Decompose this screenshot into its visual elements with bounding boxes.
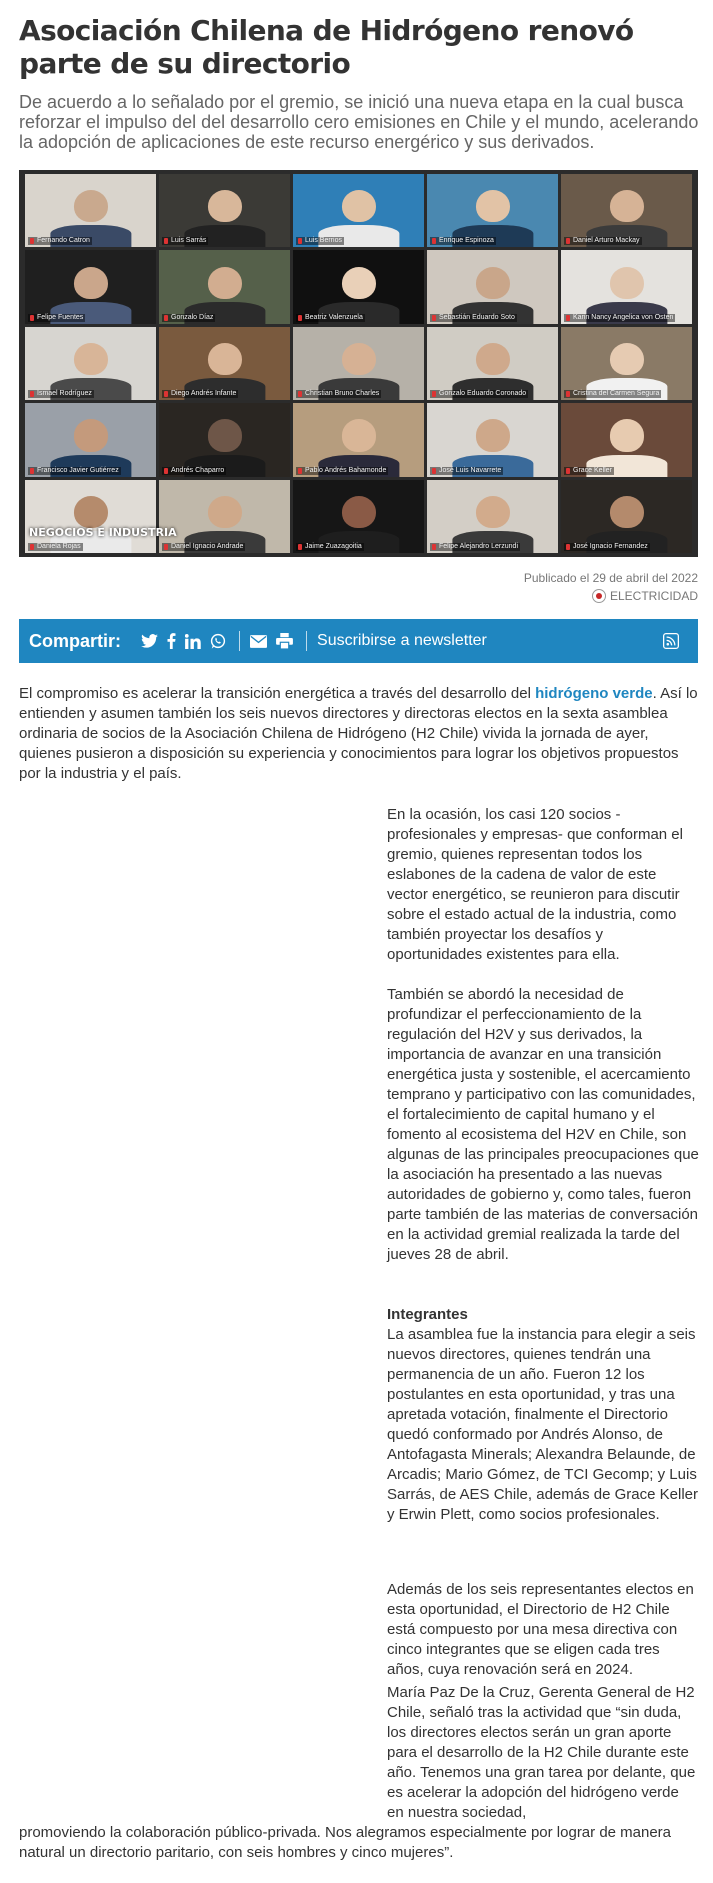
newsletter-link[interactable]: Suscribirse a newsletter <box>317 632 487 649</box>
article-lead: De acuerdo a lo señalado por el gremio, se inició una nueva etapa en la cual busca reforzar el impulso del del desarrollo cero emisiones en Chile y el mundo, acelerando la adopción de aplicaciones de este recurso energérico y sus derivados. <box>19 92 699 152</box>
participant-face <box>341 419 375 451</box>
participant-tile <box>427 174 558 247</box>
participant-name: Luis Berrios <box>296 237 344 245</box>
participant-name: Felipe Fuentes <box>28 314 85 322</box>
participant-face <box>475 190 509 222</box>
participant-tile <box>561 403 692 476</box>
section-subheading: Integrantes <box>387 1306 468 1323</box>
hydrogen-link[interactable]: hidrógeno verde <box>535 685 653 702</box>
participant-name: Grace Keller <box>564 467 614 475</box>
participant-tile <box>25 250 156 323</box>
print-icon[interactable] <box>276 633 293 649</box>
participant-face <box>73 343 107 375</box>
published-date: Publicado el 29 de abril del 2022 <box>523 571 698 585</box>
participant-name: Felipe Alejandro Lerzundi <box>430 543 520 551</box>
linkedin-icon[interactable] <box>185 634 201 649</box>
category-label: ELECTRICIDAD <box>609 589 698 603</box>
participant-tile <box>159 327 290 400</box>
category-icon <box>592 589 606 603</box>
participant-name: Fernando Catron <box>28 237 92 245</box>
participant-face <box>207 190 241 222</box>
participant-name: José Ignacio Fernandez <box>564 543 650 551</box>
participant-tile <box>427 480 558 553</box>
participant-face <box>609 267 643 299</box>
participant-tile <box>561 174 692 247</box>
participant-tile <box>159 174 290 247</box>
rss-icon[interactable] <box>663 633 679 649</box>
participant-face <box>475 343 509 375</box>
participant-face <box>73 419 107 451</box>
participant-tile <box>25 403 156 476</box>
email-icon[interactable] <box>250 635 267 648</box>
share-separator <box>239 631 240 651</box>
participant-face <box>341 343 375 375</box>
paragraph-text: El compromiso es acelerar la transición energética a través del desarrollo del <box>19 685 536 702</box>
participant-face <box>73 267 107 299</box>
participant-tile <box>25 480 156 553</box>
participant-face <box>207 419 241 451</box>
participant-tile <box>159 480 290 553</box>
participant-face <box>207 496 241 528</box>
participant-face <box>341 496 375 528</box>
participant-face <box>73 190 107 222</box>
participant-name: Gonzalo Eduardo Coronado <box>430 390 528 398</box>
article-paragraph <box>19 684 699 784</box>
article-paragraph: La asamblea fue la instancia para elegir a seis nuevos directores, quienes tendrán una permanencia de un año. Fueron 12 los postulantes en esta oportunidad, y tras una apretada votación, finalmente el Directorio quedó conformado por Andrés Alonso, de Antofagasta Minerals; Alexandra Belaunde, de Arcadis; Mario Gómez, de TCI Gecomp; y Luis Sarrás, de AES Chile, además de Grace Keller y Erwin Plett, como socios profesionales. <box>387 1326 698 1523</box>
participant-tile <box>561 480 692 553</box>
share-bar <box>19 619 698 663</box>
participant-name: Beatriz Valenzuela <box>296 314 365 322</box>
participant-name: Enrique Espinoza <box>430 237 496 245</box>
participant-name: Christian Bruno Charles <box>296 390 381 398</box>
participant-name: Andrés Chaparro <box>162 467 226 475</box>
participant-tile <box>427 403 558 476</box>
participant-tile <box>293 327 424 400</box>
participant-name: Diego Andrés Infante <box>162 390 238 398</box>
participant-name: Pablo Andrés Bahamonde <box>296 467 388 475</box>
article-paragraph: Además de los seis representantes electos en esta oportunidad, el Directorio de H2 Chile está compuesto por una mesa directiva con cinco integrantes que se eligen cada tres años, cuya renovación será en 2024. <box>387 1581 694 1678</box>
participant-tile <box>25 174 156 247</box>
participant-face <box>475 496 509 528</box>
participant-name: Daniela Rojas <box>28 543 83 551</box>
share-label: Compartir: <box>29 630 122 651</box>
participant-name: Sebastián Eduardo Soto <box>430 314 517 322</box>
participant-face <box>475 419 509 451</box>
participant-name: Daniel Ignacio Andrade <box>162 543 245 551</box>
participant-face <box>475 267 509 299</box>
participant-name: Luis Sarrás <box>162 237 208 245</box>
participant-face <box>73 496 107 528</box>
video-call-grid <box>25 174 692 553</box>
participant-face <box>609 496 643 528</box>
participant-tile <box>293 174 424 247</box>
participant-tile <box>159 250 290 323</box>
article-paragraph: En la ocasión, los casi 120 socios -profesionales y empresas- que conforman el gremio, quienes representan todos los eslabones de la cadena de valor de este vector energético, se reunieron para discutir sobre el estado actual de la industria, como también proyectar los desafíos y oportunidades existentes para ella. <box>387 806 683 963</box>
participant-tile <box>293 480 424 553</box>
category-link[interactable] <box>592 589 698 603</box>
participant-name: Cristina del Carmen Segura <box>564 390 661 398</box>
participant-face <box>207 267 241 299</box>
participant-tile <box>159 403 290 476</box>
participant-name: Karin Nancy Angelica von Osten <box>564 314 675 322</box>
participant-face <box>609 343 643 375</box>
participant-name: Francisco Javier Gutiérrez <box>28 467 121 475</box>
participant-tile <box>293 403 424 476</box>
participant-tile <box>427 250 558 323</box>
participant-tile <box>293 250 424 323</box>
participant-tile <box>561 250 692 323</box>
article-section <box>387 1305 699 1525</box>
participant-face <box>207 343 241 375</box>
participant-name: Daniel Arturo Mackay <box>564 237 642 245</box>
participant-name: Jaime Zuazagoitia <box>296 543 364 551</box>
participant-tile <box>427 327 558 400</box>
participant-name: José Luis Navarrete <box>430 467 503 475</box>
participant-tile <box>25 327 156 400</box>
twitter-icon[interactable] <box>141 634 158 648</box>
article-paragraph-continued: promoviendo la colaboración público-privada. Nos alegramos especialmente por lograr de manera natural un directorio paritario, con seis hombres y cinco mujeres”. <box>19 1824 672 1861</box>
article-paragraph: También se abordó la necesidad de profundizar el perfeccionamiento de la regulación del H2V y sus derivados, la importancia de avanzar en una transición energética justa y sostenible, el acercamiento temprano y participativo con las comunidades, el fortalecimiento de capital humano y el fomento al ecosistema del H2V en Chile, son algunas de las principales preocupaciones que la asociación ha presentado a las nuevas autoridades de gobierno y, como tales, fueron parte también de las materias de conversación en la actividad gremial realizada la tarde del jueves 28 de abril. <box>387 986 699 1263</box>
participant-face <box>341 190 375 222</box>
participant-face <box>341 267 375 299</box>
participant-tile <box>561 327 692 400</box>
share-separator <box>306 631 307 651</box>
facebook-icon[interactable] <box>167 633 176 649</box>
paragraph-text: . Así lo entienden y asumen también los seis nuevos directores y directoras electos en la sexta asamblea ordinaria de socios de la Asociación Chilena de Hidrógeno (H2 Chile) vivida la jornada de ayer, quienes pusieron a disposición su experiencia y conocimientos para lograr los objetivos propuestos por la industria y el país. <box>19 685 698 782</box>
article-photo <box>19 170 698 557</box>
article-title: Asociación Chilena de Hidrógeno renovó parte de su directorio <box>19 14 634 80</box>
article-paragraph: María Paz De la Cruz, Gerenta General de H2 Chile, señaló tras la actividad que “sin duda, los directores electos serán un gran aporte para el desarrollo de la H2 Chile durante este año. Tenemos una gran tarea por delante, que es acelerar la adopción del hidrógeno verde en nuestra sociedad, <box>387 1684 696 1821</box>
photo-credit: NEGOCIOS E INDUSTRIA <box>29 526 177 539</box>
participant-name: Gonzalo Díaz <box>162 314 215 322</box>
participant-face <box>609 419 643 451</box>
participant-name: Ismael Rodríguez <box>28 390 94 398</box>
whatsapp-icon[interactable] <box>210 633 226 649</box>
participant-face <box>609 190 643 222</box>
